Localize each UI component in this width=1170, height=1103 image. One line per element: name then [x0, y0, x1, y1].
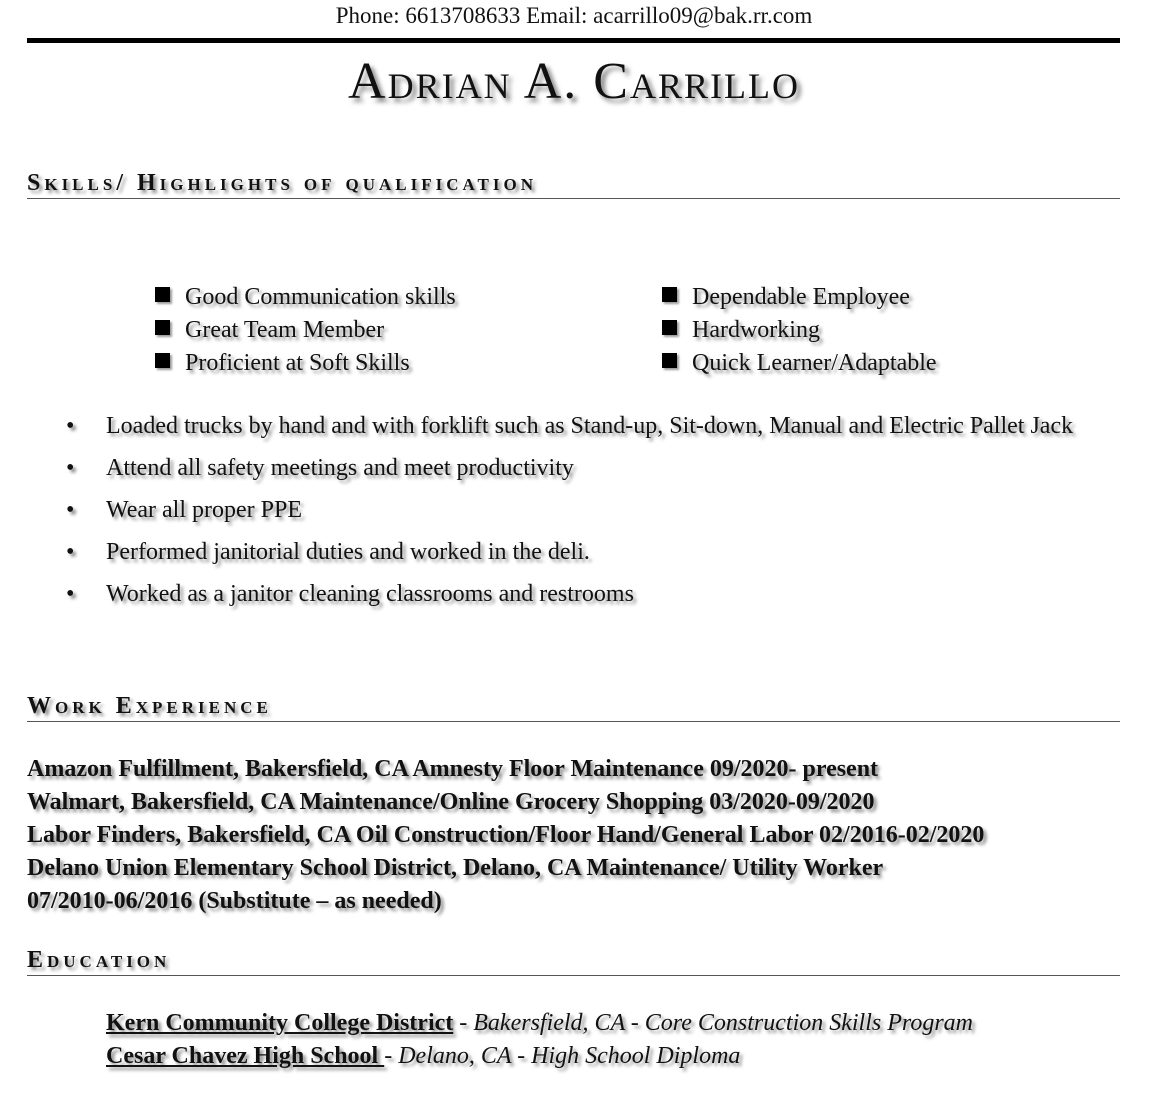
school-name: Cesar Chavez High School [106, 1043, 385, 1069]
education-entry [106, 1040, 1106, 1073]
work-line: 07/2010-06/2016 (Substitute – as needed) [27, 888, 442, 914]
square-bullet-icon [662, 353, 677, 368]
square-bullet-icon [662, 287, 677, 302]
work-line: Delano Union Elementary School District, Delano, CA Maintenance/ Utility Worker [27, 855, 884, 881]
bullet-dot-icon: • [66, 539, 75, 565]
skills-heading: Skills/ Highlights of qualification [27, 168, 1120, 199]
skill-item: Good Communication skills [155, 281, 605, 314]
skill-item: Quick Learner/Adaptable [662, 347, 1112, 380]
skills-left-column [155, 281, 605, 380]
square-bullet-icon [155, 320, 170, 335]
square-bullet-icon [155, 287, 170, 302]
work-heading: Work Experience [27, 691, 1120, 722]
square-bullet-icon [662, 320, 677, 335]
education-detail: - Delano, CA - High School Diploma [384, 1043, 741, 1069]
list-item: • Performed janitorial duties and worked in the deli. [66, 536, 1126, 569]
education-heading: Education [27, 945, 1120, 976]
education-list [106, 1007, 1106, 1073]
list-item: • Worked as a janitor cleaning classrooms and restrooms [66, 578, 1126, 611]
education-entry [106, 1007, 1106, 1040]
education-detail: - Bakersfield, CA - Core Construction Skills Program [453, 1010, 974, 1036]
list-item: • Wear all proper PPE [66, 494, 1126, 527]
duties-list [66, 410, 1126, 620]
list-item: • Attend all safety meetings and meet productivity [66, 452, 1126, 485]
square-bullet-icon [155, 353, 170, 368]
school-name: Kern Community College District [106, 1010, 454, 1036]
bullet-dot-icon: • [66, 413, 75, 439]
bullet-dot-icon: • [66, 581, 75, 607]
bullet-dot-icon: • [66, 497, 75, 523]
work-line: Amazon Fulfillment, Bakersfield, CA Amnesty Floor Maintenance 09/2020- present [27, 756, 879, 782]
applicant-name: Adrian A. Carrillo [348, 53, 800, 110]
work-line: Labor Finders, Bakersfield, CA Oil Construction/Floor Hand/General Labor 02/2016-02/2020 [27, 822, 985, 848]
skill-item: Hardworking [662, 314, 1112, 347]
bullet-dot-icon: • [66, 455, 75, 481]
work-line: Walmart, Bakersfield, CA Maintenance/Online Grocery Shopping 03/2020-09/2020 [27, 789, 875, 815]
header-rule [27, 38, 1120, 43]
skill-item: Great Team Member [155, 314, 605, 347]
list-item: • Loaded trucks by hand and with forklift such as Stand-up, Sit-down, Manual and Electric Pallet Jack [66, 410, 1126, 443]
work-experience-list [27, 753, 1120, 918]
contact-line: Phone: 6613708633 Email: acarrillo09@bak.rr.com [335, 3, 813, 28]
skill-item: Proficient at Soft Skills [155, 347, 605, 380]
skills-right-column [662, 281, 1112, 380]
skill-item: Dependable Employee [662, 281, 1112, 314]
